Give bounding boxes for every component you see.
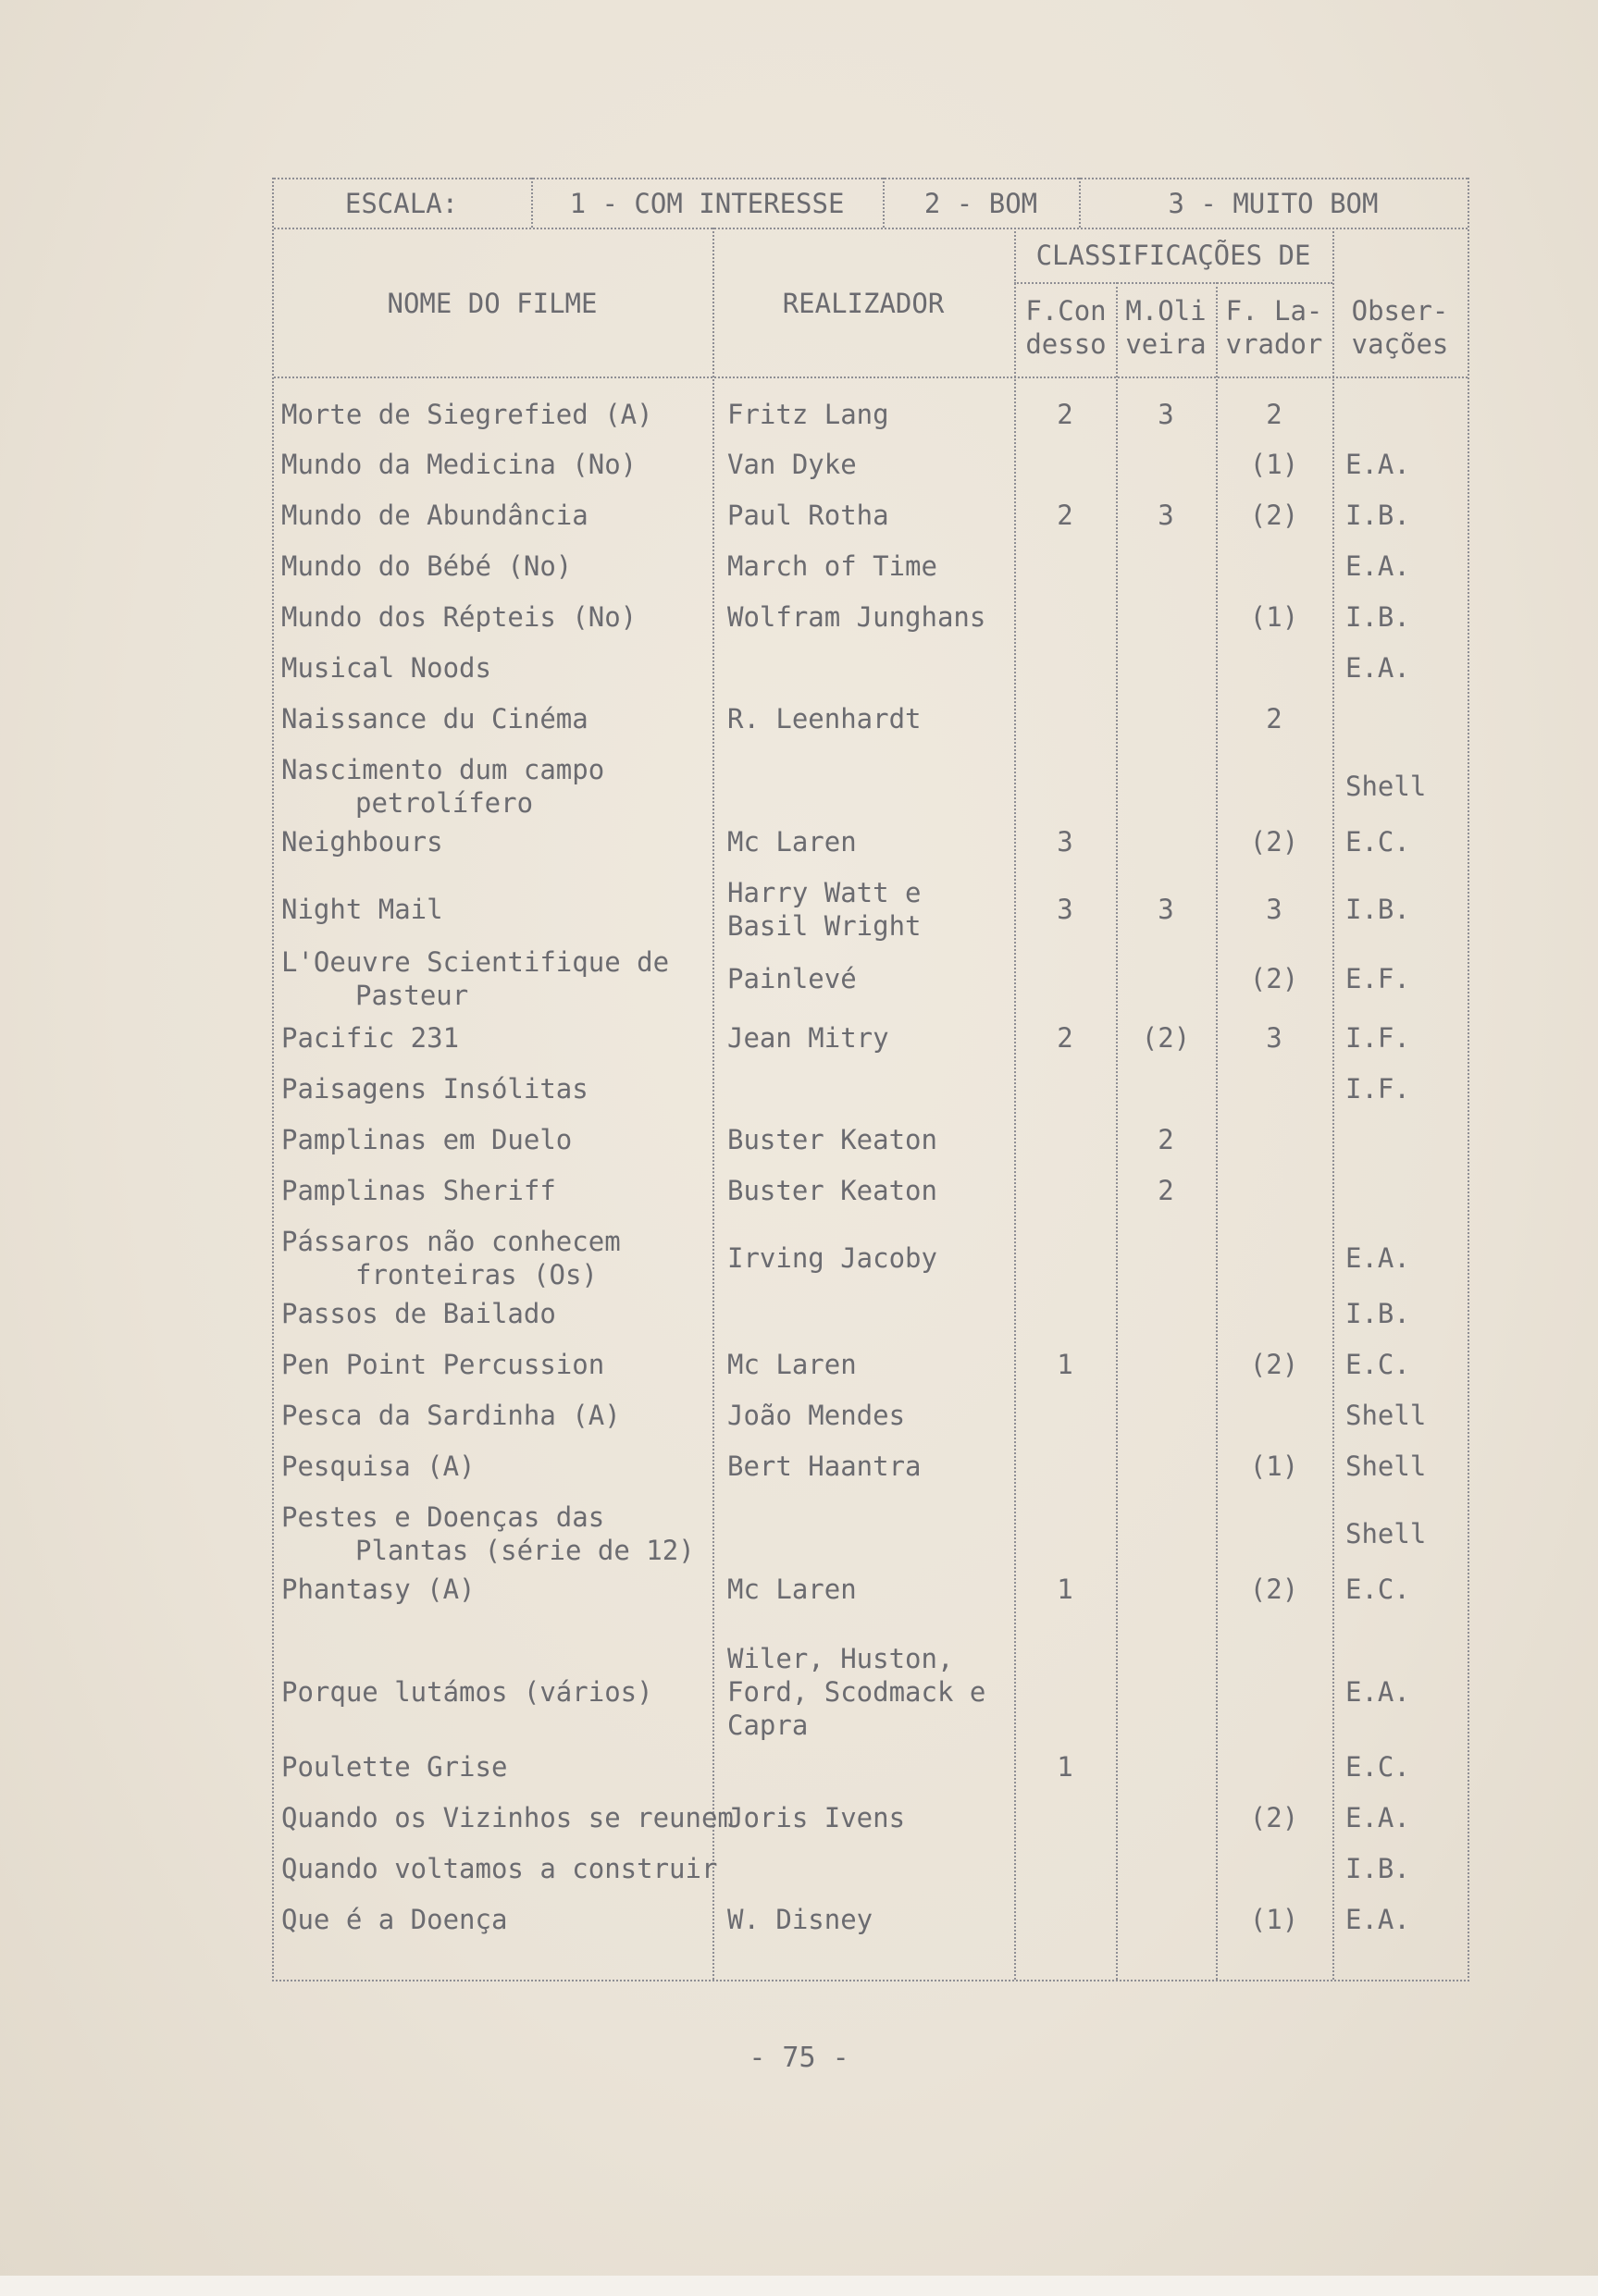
header-director: REALIZADOR bbox=[782, 288, 945, 319]
cell-film: Naissance du Cinéma bbox=[281, 703, 588, 734]
cell-observations: I.B. bbox=[1345, 1298, 1410, 1329]
cell-f-lavrador: (1) bbox=[1249, 449, 1299, 480]
cell-film: Pamplinas Sheriff bbox=[281, 1175, 556, 1206]
cell-observations: E.F. bbox=[1345, 963, 1410, 994]
cell-f-condesso: 1 bbox=[1057, 1349, 1073, 1380]
col-sep-obs bbox=[1332, 228, 1334, 1980]
cell-f-lavrador: (1) bbox=[1249, 1450, 1299, 1482]
cell-director: Irving Jacoby bbox=[727, 1242, 937, 1274]
scan-edge bbox=[0, 2276, 1598, 2296]
cell-f-lavrador: (1) bbox=[1249, 1904, 1299, 1935]
cell-film: Mundo dos Répteis (No) bbox=[281, 601, 638, 633]
cell-f-lavrador: 3 bbox=[1266, 1022, 1282, 1054]
cell-director: Harry Watt e Basil Wright bbox=[727, 877, 922, 942]
header-f-condesso: F.Con desso bbox=[1025, 295, 1107, 360]
cell-film: Passos de Bailado bbox=[281, 1298, 556, 1329]
cell-observations: Shell bbox=[1345, 1400, 1427, 1431]
scale-level-1: 1 - COM INTERESSE bbox=[569, 188, 845, 219]
cell-observations: Shell bbox=[1345, 1518, 1427, 1549]
cell-film: Pestes e Doenças das Plantas (série de 12) bbox=[281, 1501, 695, 1566]
cell-film: Phantasy (A) bbox=[281, 1574, 476, 1605]
cell-film: Pamplinas em Duelo bbox=[281, 1124, 573, 1155]
header-film: NOME DO FILME bbox=[387, 288, 598, 319]
cell-director: Mc Laren bbox=[727, 1574, 857, 1605]
cell-film: L'Oeuvre Scientifique de Pasteur bbox=[281, 946, 670, 1011]
cell-f-lavrador: 2 bbox=[1266, 703, 1282, 734]
cell-observations: Shell bbox=[1345, 771, 1427, 802]
cell-director: R. Leenhardt bbox=[727, 703, 922, 734]
cell-f-lavrador: (2) bbox=[1249, 1349, 1299, 1380]
cell-observations: E.A. bbox=[1345, 1904, 1410, 1935]
cell-f-lavrador: 3 bbox=[1266, 894, 1282, 925]
cell-director: Wiler, Huston, Ford, Scodmack e Capra bbox=[727, 1643, 986, 1741]
cell-observations: I.B. bbox=[1345, 500, 1410, 531]
cell-observations: E.A. bbox=[1345, 550, 1410, 582]
cell-director: Bert Haantra bbox=[727, 1450, 922, 1482]
cell-m-oliveira: 3 bbox=[1158, 894, 1174, 925]
cell-observations: E.C. bbox=[1345, 1574, 1410, 1605]
cell-observations: E.A. bbox=[1345, 1802, 1410, 1833]
cell-film: Que é a Doença bbox=[281, 1904, 508, 1935]
cell-observations: E.C. bbox=[1345, 1349, 1410, 1380]
cell-film: Pen Point Percussion bbox=[281, 1349, 605, 1380]
cell-f-condesso: 1 bbox=[1057, 1574, 1073, 1605]
cell-f-lavrador: (2) bbox=[1249, 500, 1299, 531]
cell-film: Paisagens Insólitas bbox=[281, 1073, 588, 1105]
cell-film: Nascimento dum campo petrolífero bbox=[281, 754, 605, 819]
cell-f-condesso: 3 bbox=[1057, 894, 1073, 925]
cell-observations: I.F. bbox=[1345, 1073, 1410, 1105]
cell-f-condesso: 2 bbox=[1057, 500, 1073, 531]
cell-film: Pássaros não conhecem fronteiras (Os) bbox=[281, 1226, 621, 1290]
cell-director: Joris Ivens bbox=[727, 1802, 906, 1833]
cell-director: March of Time bbox=[727, 550, 937, 582]
rule-scale-bottom bbox=[274, 228, 1468, 229]
cell-film: Musical Noods bbox=[281, 652, 491, 684]
scale-label: ESCALA: bbox=[344, 188, 459, 219]
cell-observations: E.A. bbox=[1345, 652, 1410, 684]
cell-f-condesso: 1 bbox=[1057, 1751, 1073, 1783]
cell-f-condesso: 2 bbox=[1057, 399, 1073, 430]
cell-f-lavrador: (1) bbox=[1249, 601, 1299, 633]
page-number: - 75 - bbox=[749, 2042, 849, 2074]
cell-film: Morte de Siegrefied (A) bbox=[281, 399, 653, 430]
cell-m-oliveira: 3 bbox=[1158, 399, 1174, 430]
cell-film: Mundo do Bébé (No) bbox=[281, 550, 573, 582]
cell-director: Wolfram Junghans bbox=[727, 601, 986, 633]
cell-film: Quando voltamos a construir bbox=[281, 1853, 718, 1884]
cell-f-lavrador: (2) bbox=[1249, 963, 1299, 994]
cell-film: Neighbours bbox=[281, 826, 443, 858]
cell-f-lavrador: (2) bbox=[1249, 1574, 1299, 1605]
cell-director: João Mendes bbox=[727, 1400, 906, 1431]
cell-f-lavrador: 2 bbox=[1266, 399, 1282, 430]
cell-observations: I.F. bbox=[1345, 1022, 1410, 1054]
cell-observations: I.B. bbox=[1345, 601, 1410, 633]
cell-film: Porque lutámos (vários) bbox=[281, 1676, 653, 1708]
rule-top bbox=[274, 178, 1468, 179]
cell-director: Mc Laren bbox=[727, 1349, 857, 1380]
cell-f-lavrador: (2) bbox=[1249, 1802, 1299, 1833]
cell-film: Night Mail bbox=[281, 894, 443, 925]
cell-director: Mc Laren bbox=[727, 826, 857, 858]
cell-observations: E.C. bbox=[1345, 1751, 1410, 1783]
header-classifications: CLASSIFICAÇÕES DE bbox=[1035, 240, 1311, 271]
rule-left bbox=[272, 178, 274, 1981]
cell-director: Van Dyke bbox=[727, 449, 857, 480]
rule-classif bbox=[1014, 282, 1332, 284]
cell-m-oliveira: (2) bbox=[1141, 1022, 1191, 1054]
cell-director: Buster Keaton bbox=[727, 1175, 937, 1206]
cell-observations: I.B. bbox=[1345, 894, 1410, 925]
cell-director: W. Disney bbox=[727, 1904, 873, 1935]
cell-f-condesso: 3 bbox=[1057, 826, 1073, 858]
cell-film: Poulette Grise bbox=[281, 1751, 508, 1783]
cell-m-oliveira: 3 bbox=[1158, 500, 1174, 531]
cell-f-condesso: 2 bbox=[1057, 1022, 1073, 1054]
cell-f-lavrador: (2) bbox=[1249, 826, 1299, 858]
cell-director: Painlevé bbox=[727, 963, 857, 994]
cell-director: Jean Mitry bbox=[727, 1022, 889, 1054]
cell-director: Buster Keaton bbox=[727, 1124, 937, 1155]
cell-director: Fritz Lang bbox=[727, 399, 889, 430]
rule-header-bottom bbox=[274, 376, 1468, 378]
rule-right bbox=[1468, 178, 1469, 1981]
cell-observations: E.A. bbox=[1345, 1242, 1410, 1274]
classification-table bbox=[272, 178, 1469, 1981]
cell-film: Pesca da Sardinha (A) bbox=[281, 1400, 621, 1431]
cell-m-oliveira: 2 bbox=[1158, 1124, 1174, 1155]
col-sep-director bbox=[712, 228, 714, 1980]
header-observations: Obser- vações bbox=[1351, 295, 1449, 360]
cell-film: Mundo de Abundância bbox=[281, 500, 588, 531]
scale-level-3: 3 - MUITO BOM bbox=[1168, 188, 1379, 219]
col-sep-fl bbox=[1216, 282, 1218, 1980]
cell-observations: E.C. bbox=[1345, 826, 1410, 858]
col-sep-fc bbox=[1014, 228, 1016, 1980]
cell-observations: E.A. bbox=[1345, 449, 1410, 480]
cell-observations: I.B. bbox=[1345, 1853, 1410, 1884]
header-f-lavrador: F. La- vrador bbox=[1225, 295, 1323, 360]
cell-film: Mundo da Medicina (No) bbox=[281, 449, 638, 480]
cell-film: Quando os Vizinhos se reunem bbox=[281, 1802, 734, 1833]
header-m-oliveira: M.Oli veira bbox=[1125, 295, 1207, 360]
scale-level-2: 2 - BOM bbox=[923, 188, 1038, 219]
cell-observations: Shell bbox=[1345, 1450, 1427, 1482]
cell-m-oliveira: 2 bbox=[1158, 1175, 1174, 1206]
rule-bottom bbox=[272, 1980, 1469, 1981]
cell-observations: E.A. bbox=[1345, 1676, 1410, 1708]
cell-director: Paul Rotha bbox=[727, 500, 889, 531]
cell-film: Pacific 231 bbox=[281, 1022, 460, 1054]
cell-film: Pesquisa (A) bbox=[281, 1450, 476, 1482]
